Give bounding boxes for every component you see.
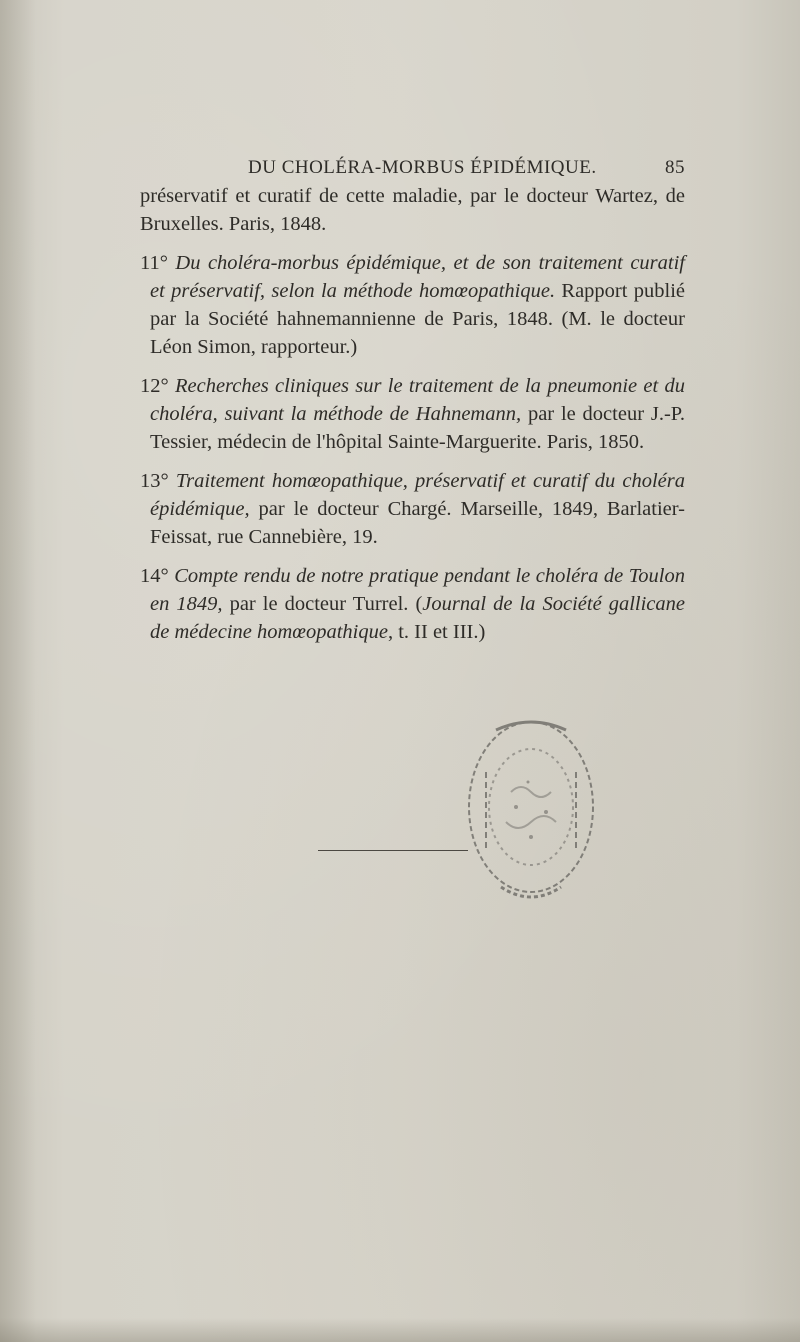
entry-volume: , t. II et III.) [387, 621, 486, 643]
page-bottom-shadow [0, 1318, 800, 1342]
running-head [140, 157, 685, 183]
entry-title: Recherches cliniques sur le traitement de la pneumonie et du choléra, suivant la méthode de Hahnemann, [150, 375, 685, 425]
entry-title: Compte rendu de notre pratique pendant le choléra de Toulon en 1849, [150, 565, 685, 615]
entry-number: 14° [140, 565, 169, 587]
library-stamp-area [318, 712, 608, 912]
entry-number: 13° [140, 470, 169, 492]
library-stamp-icon [456, 712, 606, 912]
entry-details: par le docteur Turrel. ( [229, 593, 423, 615]
bibliography-entry-11 [140, 249, 685, 361]
entry-number: 12° [140, 375, 169, 397]
bibliography-entry-14 [140, 562, 685, 646]
bibliography-entry-12 [140, 372, 685, 456]
entry-number: 11° [140, 252, 168, 274]
journal-title: Journal de la Société gallicane de médecine homœopathique [150, 593, 685, 643]
continuation-paragraph: préservatif et curatif de cette maladie, par le docteur Wartez, de Bruxelles. Paris, 1848. [140, 185, 685, 235]
page-edge-shadow [0, 0, 36, 1342]
end-rule [318, 850, 468, 851]
entry-details: Rapport publié par la Société hahnemannienne de Paris, 1848. (M. le docteur Léon Simon, rapporteur.) [150, 280, 686, 358]
body-text [140, 182, 685, 657]
bibliography-entry-13 [140, 467, 685, 551]
entry-details: par le docteur Chargé. Marseille, 1849, Barlatier-Feissat, rue Cannebière, 19. [150, 498, 686, 548]
entry-title: Du choléra-morbus épidémique, et de son traitement curatif et préservatif, selon la méthode homœopathique. [150, 252, 685, 302]
page-number: 85 [665, 157, 685, 178]
entry-title: Traitement homœopathique, préservatif et curatif du choléra épidémique, [150, 470, 685, 520]
entry-details: par le docteur J.-P. Tessier, médecin de l'hôpital Sainte-Marguerite. Paris, 1850. [150, 403, 686, 453]
running-title: DU CHOLÉRA-MORBUS ÉPIDÉMIQUE. [248, 157, 597, 178]
